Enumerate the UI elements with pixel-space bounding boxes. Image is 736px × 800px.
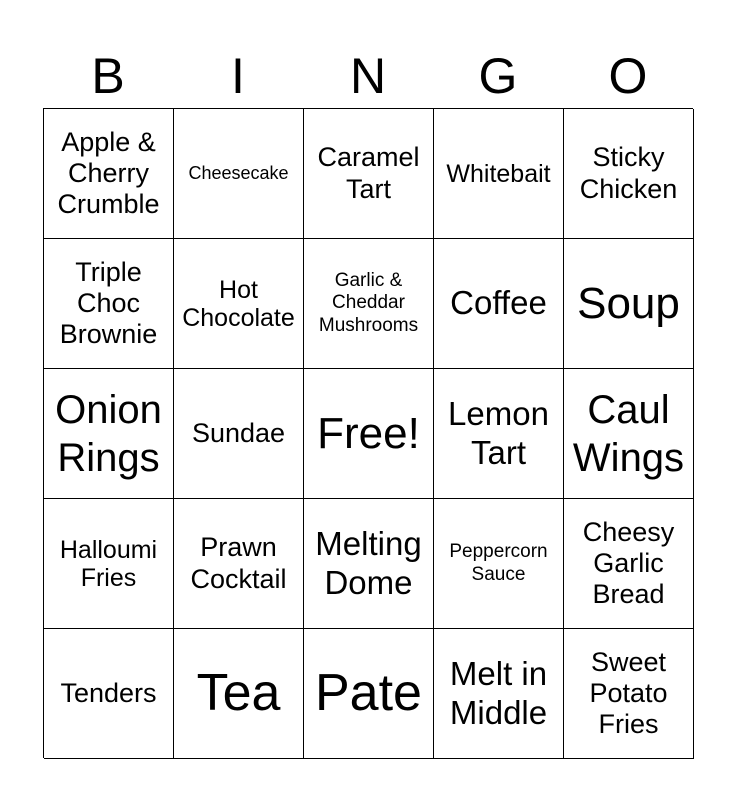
bingo-cell-i1[interactable]: Cheesecake bbox=[174, 109, 304, 239]
bingo-board bbox=[43, 108, 693, 758]
bingo-cell-o2[interactable]: Soup bbox=[564, 239, 694, 369]
bingo-cell-n1[interactable]: Caramel Tart bbox=[304, 109, 434, 239]
bingo-cell-i4[interactable]: Prawn Cocktail bbox=[174, 499, 304, 629]
bingo-cell-b3[interactable]: Onion Rings bbox=[44, 369, 174, 499]
bingo-cell-g5[interactable]: Melt in Middle bbox=[434, 629, 564, 759]
bingo-cell-b4[interactable]: Halloumi Fries bbox=[44, 499, 174, 629]
header-letter-i: I bbox=[231, 48, 245, 104]
bingo-header bbox=[43, 44, 693, 108]
bingo-cell-b1[interactable]: Apple & Cherry Crumble bbox=[44, 109, 174, 239]
bingo-cell-o4[interactable]: Cheesy Garlic Bread bbox=[564, 499, 694, 629]
bingo-cell-g2[interactable]: Coffee bbox=[434, 239, 564, 369]
bingo-cell-i3[interactable]: Sundae bbox=[174, 369, 304, 499]
bingo-cell-g4[interactable]: Peppercorn Sauce bbox=[434, 499, 564, 629]
bingo-cell-b2[interactable]: Triple Choc Brownie bbox=[44, 239, 174, 369]
bingo-cell-n5[interactable]: Pate bbox=[304, 629, 434, 759]
bingo-cell-g3[interactable]: Lemon Tart bbox=[434, 369, 564, 499]
bingo-cell-o5[interactable]: Sweet Potato Fries bbox=[564, 629, 694, 759]
bingo-cell-n2[interactable]: Garlic & Cheddar Mushrooms bbox=[304, 239, 434, 369]
bingo-cell-i5[interactable]: Tea bbox=[174, 629, 304, 759]
bingo-cell-free[interactable]: Free! bbox=[304, 369, 434, 499]
bingo-cell-n4[interactable]: Melting Dome bbox=[304, 499, 434, 629]
header-letter-b: B bbox=[91, 48, 125, 104]
bingo-cell-g1[interactable]: Whitebait bbox=[434, 109, 564, 239]
header-letter-g: G bbox=[478, 48, 518, 104]
header-letter-o: O bbox=[608, 48, 648, 104]
header-letter-n: N bbox=[349, 48, 387, 104]
bingo-cell-i2[interactable]: Hot Chocolate bbox=[174, 239, 304, 369]
bingo-cell-o1[interactable]: Sticky Chicken bbox=[564, 109, 694, 239]
bingo-cell-o3[interactable]: Caul Wings bbox=[564, 369, 694, 499]
bingo-cell-b5[interactable]: Tenders bbox=[44, 629, 174, 759]
